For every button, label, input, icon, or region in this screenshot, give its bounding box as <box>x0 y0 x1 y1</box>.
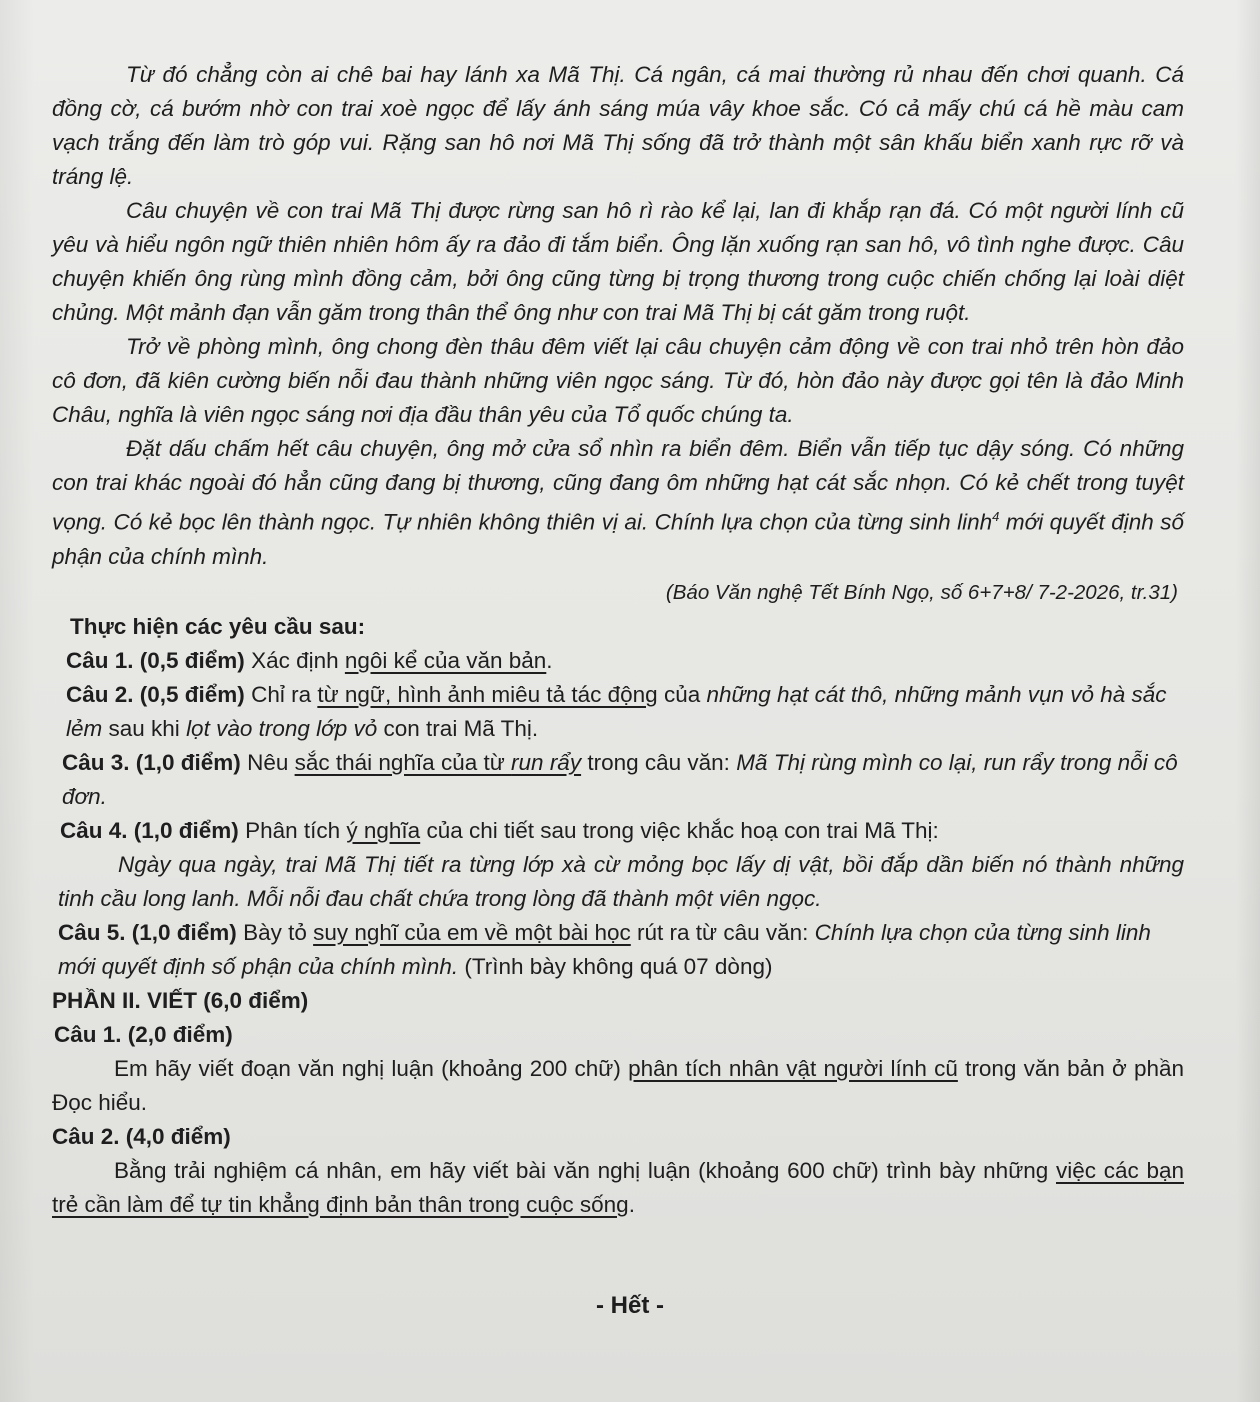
end-marker: - Hết - <box>596 1292 664 1319</box>
question-2-pre: Chỉ ra <box>244 681 318 707</box>
page-shadow-left <box>0 0 34 1402</box>
passage-paragraph-4 <box>52 432 1184 574</box>
question-5-italic: Chính lựa chọn của từng sinh linh mới quyết định số phận của chính mình. <box>58 919 1151 979</box>
writing-section-title: PHẦN II. VIẾT (6,0 điểm) <box>52 987 309 1013</box>
writing-question-1-label: Câu 1. (2,0 điểm) <box>54 1021 233 1047</box>
writing-question-1-post: trong văn bản ở phần Đọc hiểu. <box>52 1055 1185 1115</box>
question-5-post: (Trình bày không quá 07 dòng) <box>458 953 773 979</box>
question-4-post: của chi tiết sau trong việc khắc hoạ con trai Mã Thị: <box>420 817 939 843</box>
question-1-underlined: ngôi kể của văn bản <box>344 647 547 673</box>
question-2-mid: của <box>657 681 707 707</box>
question-3-underlined: sắc thái nghĩa của từ <box>294 749 512 775</box>
question-2-mid2: sau khi <box>102 715 187 741</box>
question-5-pre: Bày tỏ <box>236 919 314 945</box>
requirements-title: Thực hiện các yêu cầu sau: <box>70 613 366 639</box>
writing-question-1-pre: Em hãy viết đoạn văn nghị luận (khoảng 200 chữ) <box>114 1055 629 1081</box>
question-3-pre: Nêu <box>240 749 295 775</box>
question-5-label: Câu 5. (1,0 điểm) <box>58 919 237 945</box>
writing-question-2 <box>52 1154 1184 1222</box>
question-3-underlined-word: run rẩy <box>511 749 582 775</box>
writing-question-1-underlined: phân tích nhân vật người lính cũ <box>628 1055 958 1081</box>
passage-paragraph-4-end: mới quyết định số phận của chính mình. <box>52 509 1184 569</box>
passage-paragraph-4-text: Đặt dấu chấm hết câu chuyện, ông mở cửa sổ nhìn ra biển đêm. Biển vẫn tiếp tục dậy sóng. Có những con trai khác ngoài đó hẳn cũng đang bị thương, cũng đang ôm những hạt cát sắc nhọn. Có kẻ chết trong tuyệt vọng. Có kẻ bọc lên thành ngọc. Tự nhiên không thiên vị ai. Chính lựa chọn của từng sinh linh <box>52 436 1184 535</box>
question-1-pre: Xác định <box>244 647 345 673</box>
question-3-mid: trong câu văn: <box>581 749 737 775</box>
passage-source: (Báo Văn nghệ Tết Bính Ngọ, số 6+7+8/ 7-2-2026, tr.31) <box>665 580 1178 604</box>
question-4-underlined: ý nghĩa <box>346 817 421 843</box>
question-3-label: Câu 3. (1,0 điểm) <box>62 749 241 775</box>
question-2-label: Câu 2. (0,5 điểm) <box>66 681 245 707</box>
exam-content <box>52 58 1184 1222</box>
question-2-italic-2: lọt vào trong lớp vỏ <box>186 715 378 741</box>
passage-paragraph-2: Câu chuyện về con trai Mã Thị được rừng san hô rì rào kể lại, lan đi khắp rạn đá. Có một người lính cũ yêu và hiểu ngôn ngữ thiên nhiên hôm ấy ra đảo đi tắm biển. Ông lặn xuống rạn san hô, vô tình nghe được. Câu chuyện khiến ông rùng mình đồng cảm, bởi ông cũng từng bị trọng thương trong cuộc chiến chống lại loài diệt chủng. Một mảnh đạn vẫn găm trong thân thể ông như con trai Mã Thị bị cát găm trong ruột. <box>52 198 1184 325</box>
question-1 <box>66 644 1184 678</box>
writing-question-2-label: Câu 2. (4,0 điểm) <box>52 1123 231 1149</box>
question-3 <box>62 746 1184 814</box>
question-4 <box>60 814 1184 848</box>
question-1-label: Câu 1. (0,5 điểm) <box>66 647 245 673</box>
question-1-post: . <box>546 647 553 673</box>
question-3-italic: Mã Thị rùng mình co lại, run rẩy trong nỗi cô đơn. <box>62 749 1178 809</box>
question-4-label: Câu 4. (1,0 điểm) <box>60 817 239 843</box>
question-2-underlined: từ ngữ, hình ảnh miêu tả tác động <box>317 681 658 707</box>
question-4-pre: Phân tích <box>238 817 347 843</box>
passage-paragraph-1: Từ đó chẳng còn ai chê bai hay lánh xa Mã Thị. Cá ngân, cá mai thường rủ nhau đến chơi quanh. Cá đồng cờ, cá bướm nhờ con trai xoè ngọc để lấy ánh sáng múa vây khoe sắc. Có cả mấy chú cá hề màu cam vạch trắng đến làm trò góp vui. Rặng san hô nơi Mã Thị sống đã trở thành một sân khấu biển xanh rực rỡ và tráng lệ. <box>52 62 1184 189</box>
question-5-mid: rút ra từ câu văn: <box>630 919 815 945</box>
question-2-post: con trai Mã Thị. <box>377 715 539 741</box>
question-4-quote: Ngày qua ngày, trai Mã Thị tiết ra từng lớp xà cừ mỏng bọc lấy dị vật, bồi đắp dần biến nó thành những tinh cầu long lanh. Mỗi nỗi đau chất chứa trong lòng đã thành một viên ngọc. <box>58 851 1184 911</box>
question-2 <box>66 678 1184 746</box>
footnote-marker: 4 <box>992 509 1000 524</box>
writing-question-2-underlined: việc các bạn trẻ cần làm để tự tin khẳng định bản thân trong cuộc sống <box>52 1157 1184 1217</box>
writing-question-1 <box>52 1052 1184 1120</box>
passage-paragraph-3: Trở về phòng mình, ông chong đèn thâu đêm viết lại câu chuyện cảm động về con trai nhỏ trên hòn đảo cô đơn, đã kiên cường biến nỗi đau thành những viên ngọc sáng. Từ đó, hòn đảo này được gọi tên là đảo Minh Châu, nghĩa là viên ngọc sáng nơi địa đầu thân yêu của Tổ quốc chúng ta. <box>52 334 1184 427</box>
question-5 <box>58 916 1184 984</box>
question-5-underlined: suy nghĩ của em về một bài học <box>313 919 631 945</box>
writing-question-2-pre: Bằng trải nghiệm cá nhân, em hãy viết bài văn nghị luận (khoảng 600 chữ) trình bày những <box>114 1157 1056 1183</box>
writing-question-2-post: . <box>628 1191 635 1217</box>
page-shadow-right <box>1236 0 1260 1402</box>
question-2-italic-1: những hạt cát thô, những mảnh vụn vỏ hà sắc lẻm <box>66 681 1167 741</box>
